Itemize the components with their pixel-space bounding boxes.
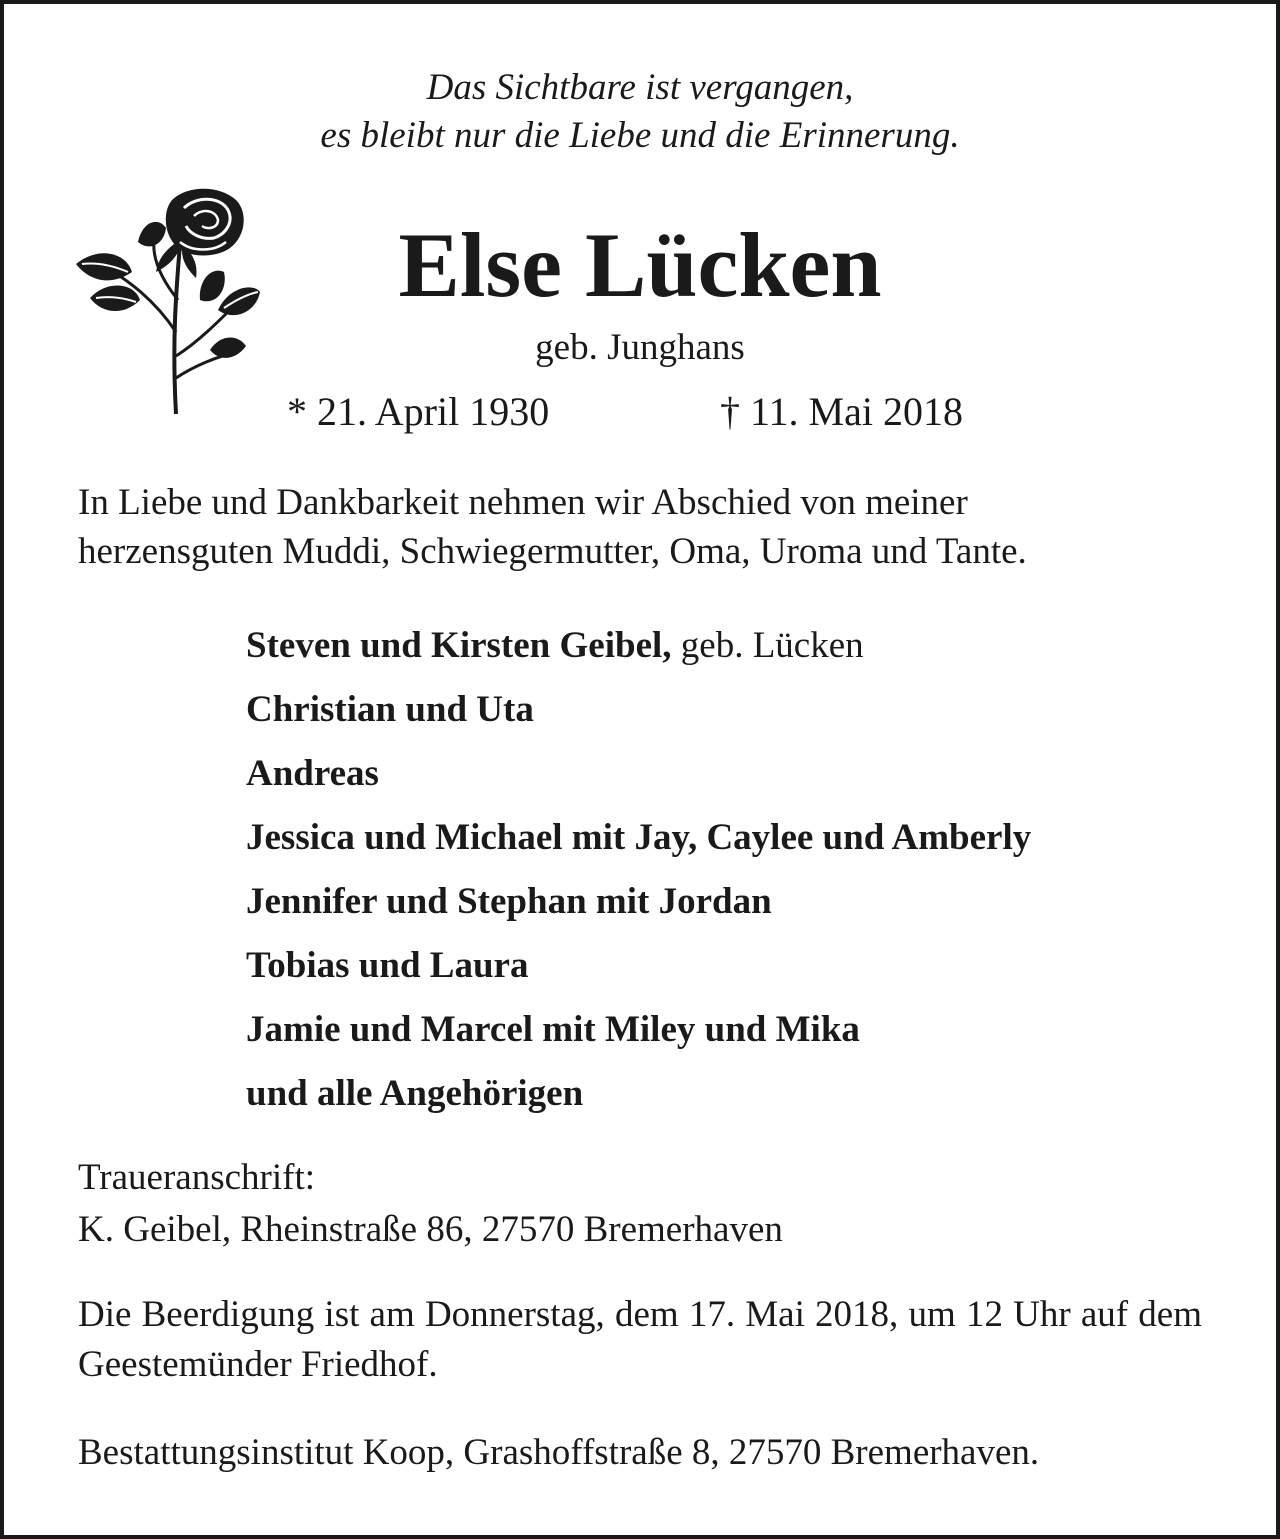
mourner-row <box>246 998 1031 1062</box>
motto <box>0 64 1280 160</box>
address-line: K. Geibel, Rheinstraße 86, 27570 Bremerhaven <box>78 1209 783 1250</box>
farewell-line-1: In Liebe und Dankbarkeit nehmen wir Abschied von meiner <box>78 482 968 523</box>
mourners-list <box>246 614 1031 1126</box>
address-label: Traueranschrift: <box>78 1157 316 1198</box>
funeral-info: Die Beerdigung ist am Donnerstag, dem 17. Mai 2018, um 12 Uhr auf dem Geestemünder Friedhof. <box>78 1294 1202 1385</box>
mourner-name: Jennifer und Stephan mit Jordan <box>246 881 772 922</box>
mourner-name: Tobias und Laura <box>246 945 529 986</box>
mourner-row <box>246 678 1031 742</box>
birth-date: * 21. April 1930 <box>287 389 550 434</box>
mourning-address <box>78 1152 783 1256</box>
mourner-name: Andreas <box>246 753 379 794</box>
mourner-suffix: geb. Lücken <box>671 625 864 666</box>
maiden-name: geb. Junghans <box>535 327 745 368</box>
death-date: † 11. Mai 2018 <box>720 389 963 434</box>
mourner-name: Christian und Uta <box>246 689 534 730</box>
mourner-row <box>246 742 1031 806</box>
mourner-row <box>246 1062 1031 1126</box>
undertaker-info: Bestattungsinstitut Koop, Grashoffstraße 8, 27570 Bremerhaven. <box>78 1432 1040 1473</box>
rose-icon <box>68 182 268 422</box>
farewell-text <box>78 478 1208 576</box>
mourner-name: Jessica und Michael mit Jay, Caylee und Amberly <box>246 817 1032 858</box>
motto-line-1: Das Sichtbare ist vergangen, <box>426 67 854 108</box>
mourner-name: Steven und Kirsten Geibel, <box>246 625 672 666</box>
motto-line-2: es bleibt nur die Liebe und die Erinnerung. <box>320 115 960 156</box>
deceased-name: Else Lücken <box>398 214 882 316</box>
farewell-line-2: herzensguten Muddi, Schwiegermutter, Oma, Uroma und Tante. <box>78 531 1027 572</box>
mourner-name: Jamie und Marcel mit Miley und Mika <box>246 1009 860 1050</box>
mourner-row <box>246 870 1031 934</box>
mourner-row <box>246 934 1031 998</box>
mourner-name: und alle Angehörigen <box>246 1073 584 1114</box>
mourner-row <box>246 806 1031 870</box>
mourner-row <box>246 614 1031 678</box>
